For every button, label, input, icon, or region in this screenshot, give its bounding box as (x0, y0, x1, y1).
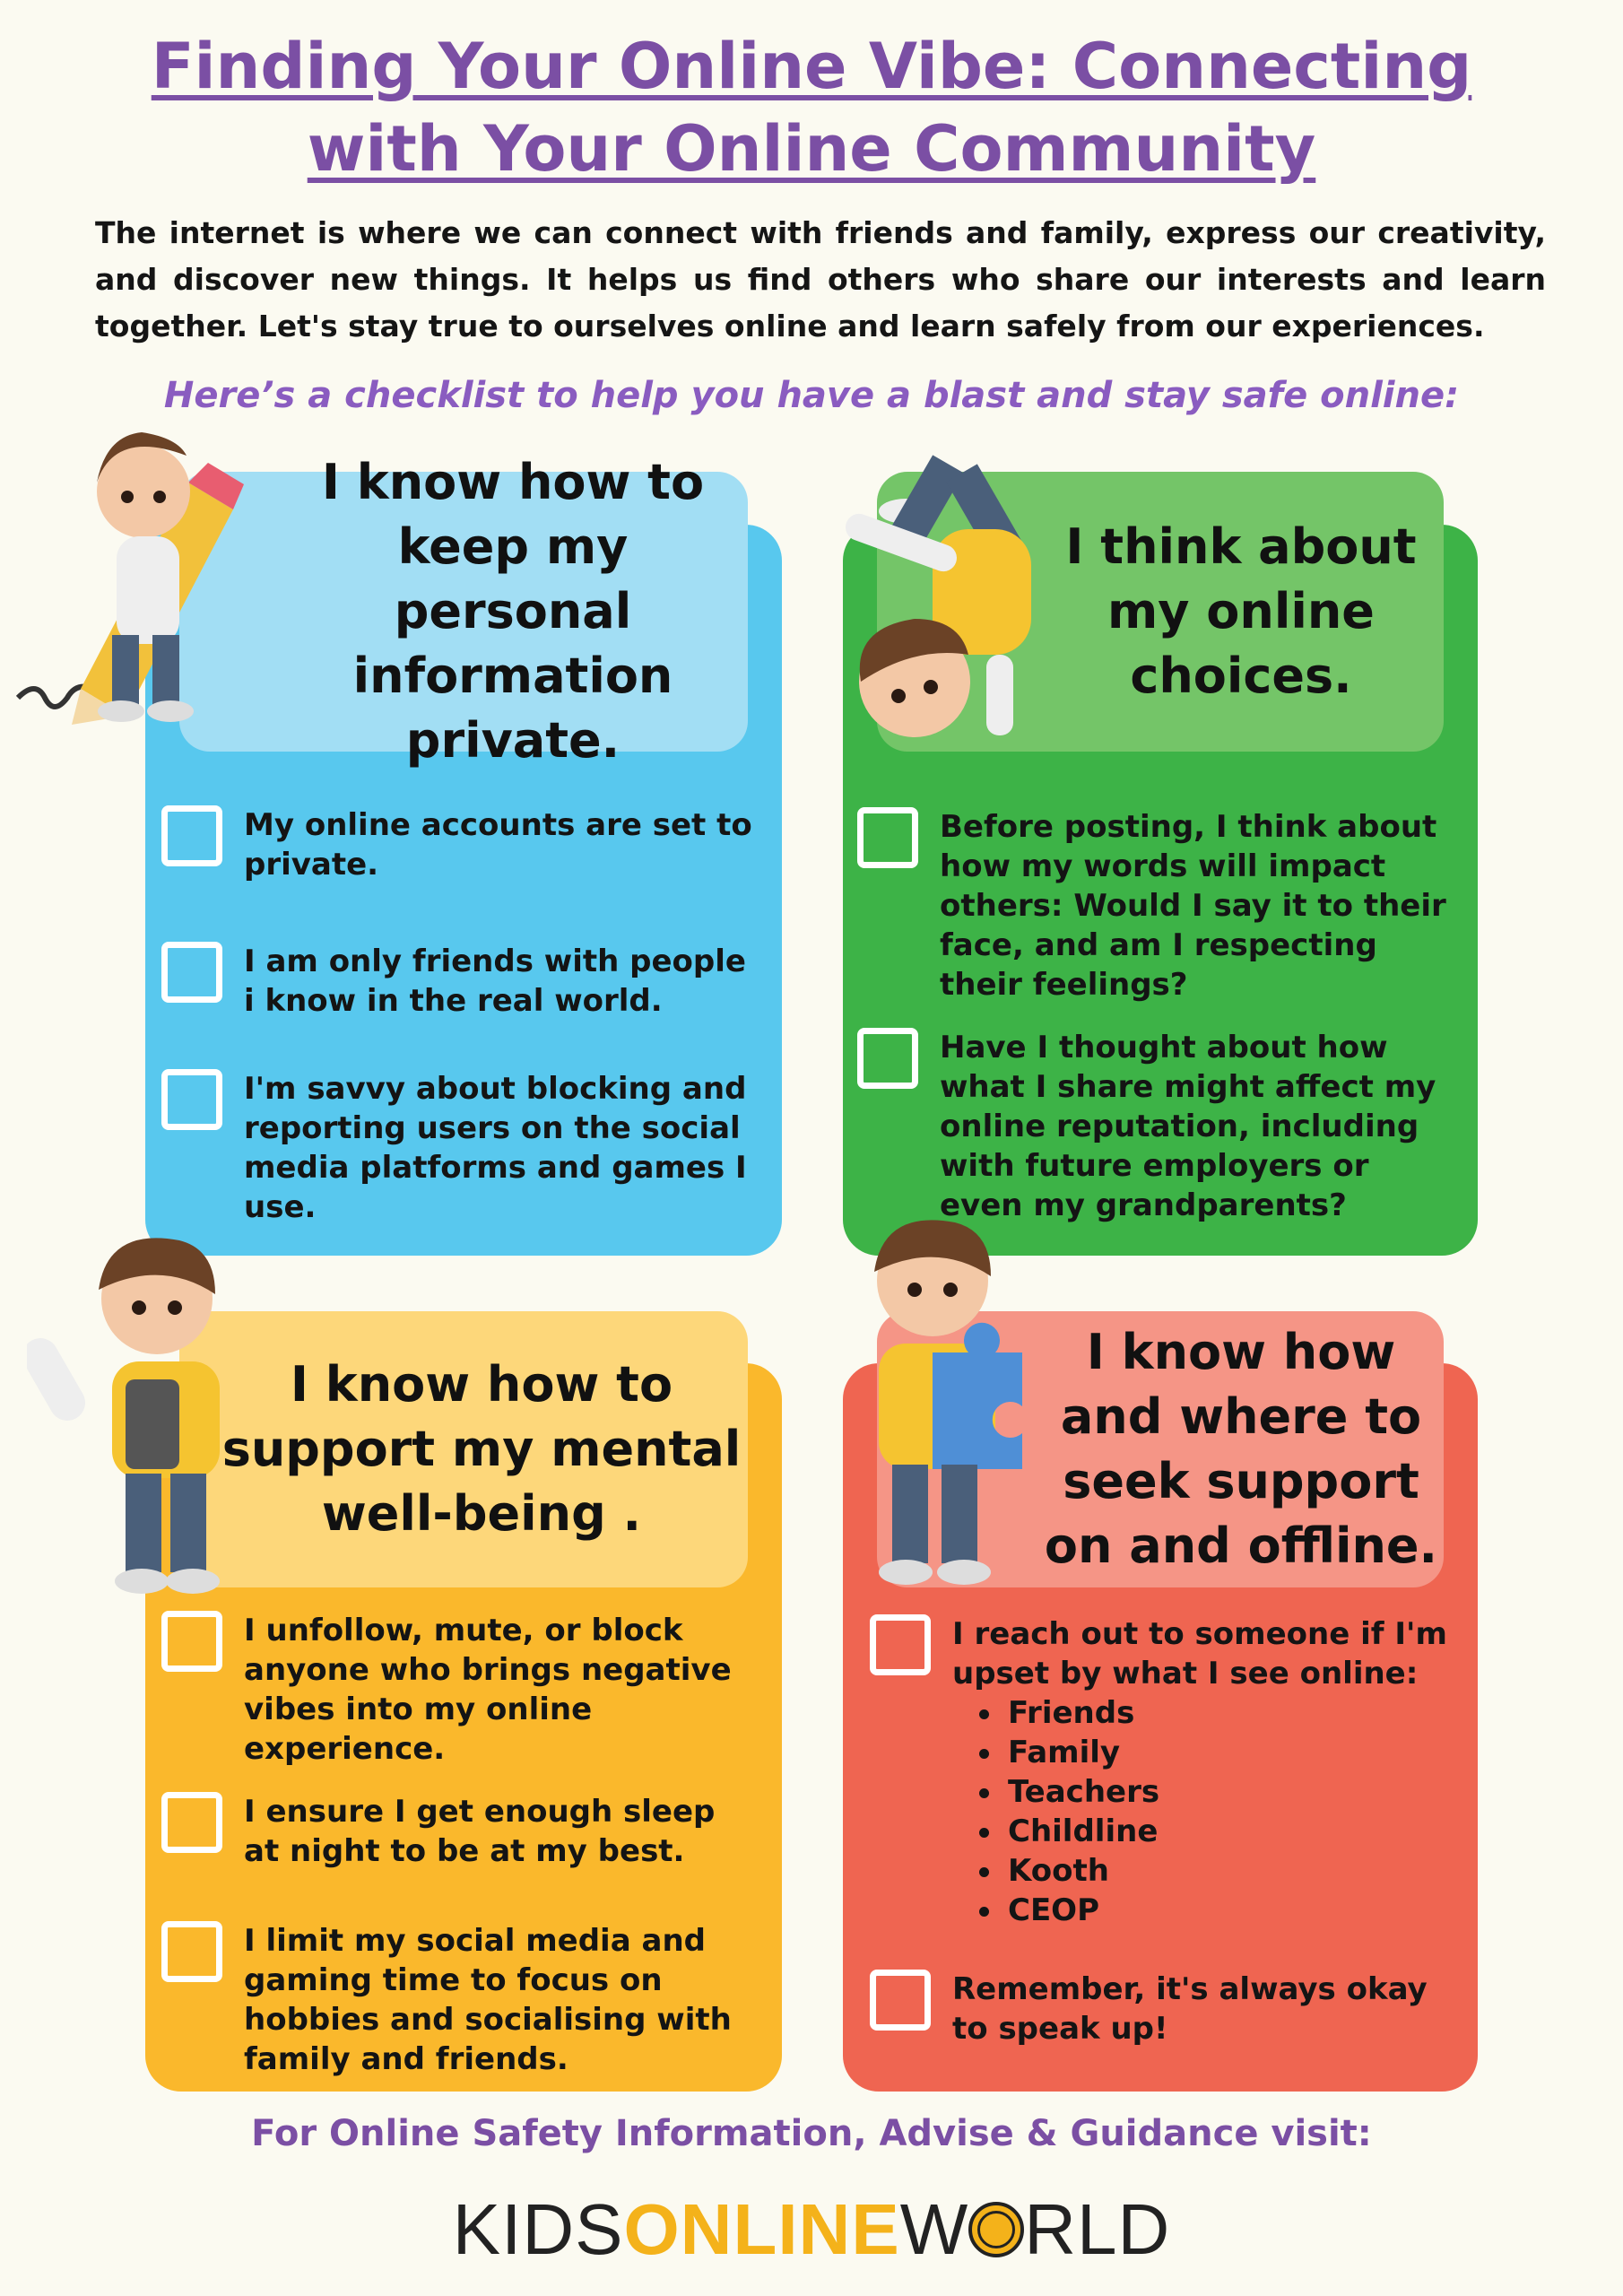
checklist-item[interactable] (857, 807, 1449, 1004)
list-item: CEOP (979, 1891, 1453, 1930)
checklist-item-text: I unfollow, mute, or block anyone who brings negative vibes into my online experience. (244, 1613, 732, 1767)
boy-with-pencil-illustration (9, 429, 278, 752)
checklist-item[interactable] (870, 1970, 1453, 2048)
intro-paragraph: The internet is where we can connect with friends and family, express our creativity, and discover new things. It helps us find others who share our interests and learn together. Let's stay true to ourselves online and learn safely from our experiences. (95, 215, 1546, 344)
checklist-item-text: Remember, it's always okay to speak up! (952, 1971, 1428, 2047)
support-item-intro: I reach out to someone if I'm upset by what I see online: (952, 1616, 1447, 1692)
checkbox[interactable] (857, 807, 918, 868)
kids-online-world-logo[interactable] (0, 2188, 1623, 2271)
checklist-item[interactable] (161, 942, 753, 1021)
checkbox[interactable] (870, 1614, 931, 1675)
panel-privacy-heading: I know how to keep my personal information private. (321, 454, 705, 769)
cartwheel-boy-illustration (825, 430, 1094, 771)
checklist-item[interactable] (161, 805, 753, 884)
checkbox[interactable] (161, 1921, 222, 1982)
checklist-item-text: I'm savvy about blocking and reporting users on the social media platforms and games I use. (244, 1071, 747, 1225)
list-item: Friends (979, 1693, 1453, 1733)
checklist-item-text: I ensure I get enough sleep at night to be at my best. (244, 1794, 716, 1869)
checklist-item[interactable] (870, 1614, 1453, 1930)
page-title (0, 25, 1623, 190)
checklist-item[interactable] (161, 1792, 753, 1871)
checklist-item[interactable] (857, 1028, 1449, 1225)
checkbox[interactable] (161, 1611, 222, 1672)
checklist-item-text: Have I thought about how what I share might affect my online reputation, including with future employers or even my grandparents? (940, 1030, 1436, 1223)
checklist-item-text: I am only friends with people i know in the real world. (244, 944, 746, 1019)
checklist-item-text: My online accounts are set to private. (244, 807, 752, 883)
title-line-2: with Your Online Community (307, 112, 1316, 186)
panel-choices-heading: I think about my online choices. (1065, 518, 1417, 704)
panel-support-heading: I know how and where to seek support on and offline. (1044, 1324, 1438, 1574)
checklist-item[interactable] (161, 1921, 753, 2079)
checklist-item-text (952, 1614, 1453, 1930)
checkbox[interactable] (857, 1028, 918, 1089)
logo-text-rld: RLD (1024, 2189, 1171, 2269)
checklist-item[interactable] (161, 1611, 753, 1769)
checklist-item-text: Before posting, I think about how my words will impact others: Would I say it to their face, and am I respecting their feelings? (940, 809, 1446, 1003)
logo-text-w: W (899, 2189, 969, 2269)
checklist-item-text: I limit my social media and gaming time to focus on hobbies and socialising with family and friends. (244, 1923, 732, 2077)
list-item: Kooth (979, 1851, 1453, 1891)
panel-wellbeing-heading: I know how to support my mental well-being . (221, 1356, 742, 1542)
title-line-1: Finding Your Online Vibe: Connecting (151, 30, 1472, 103)
globe-icon (968, 2202, 1024, 2257)
footer-text: For Online Safety Information, Advise & Guidance visit: (251, 2113, 1372, 2154)
checklist-item[interactable] (161, 1069, 753, 1227)
panel-wellbeing-heading-tab (179, 1311, 748, 1587)
list-item: Family (979, 1733, 1453, 1772)
checkbox[interactable] (161, 1069, 222, 1130)
list-item: Childline (979, 1812, 1453, 1851)
checkbox[interactable] (161, 942, 222, 1003)
checkbox[interactable] (870, 1970, 931, 2031)
checkbox[interactable] (161, 1792, 222, 1853)
checklist-subheading: Here’s a checklist to help you have a blast and stay safe online: (163, 375, 1460, 416)
boy-with-puzzle-piece-illustration (834, 1218, 1049, 1595)
logo-text-online: ONLINE (623, 2189, 900, 2269)
list-item: Teachers (979, 1772, 1453, 1812)
checkbox[interactable] (161, 805, 222, 866)
logo-text-kids: KIDS (452, 2189, 624, 2269)
waving-boy-with-phone-illustration (27, 1236, 251, 1604)
support-contacts-list (952, 1693, 1453, 1930)
